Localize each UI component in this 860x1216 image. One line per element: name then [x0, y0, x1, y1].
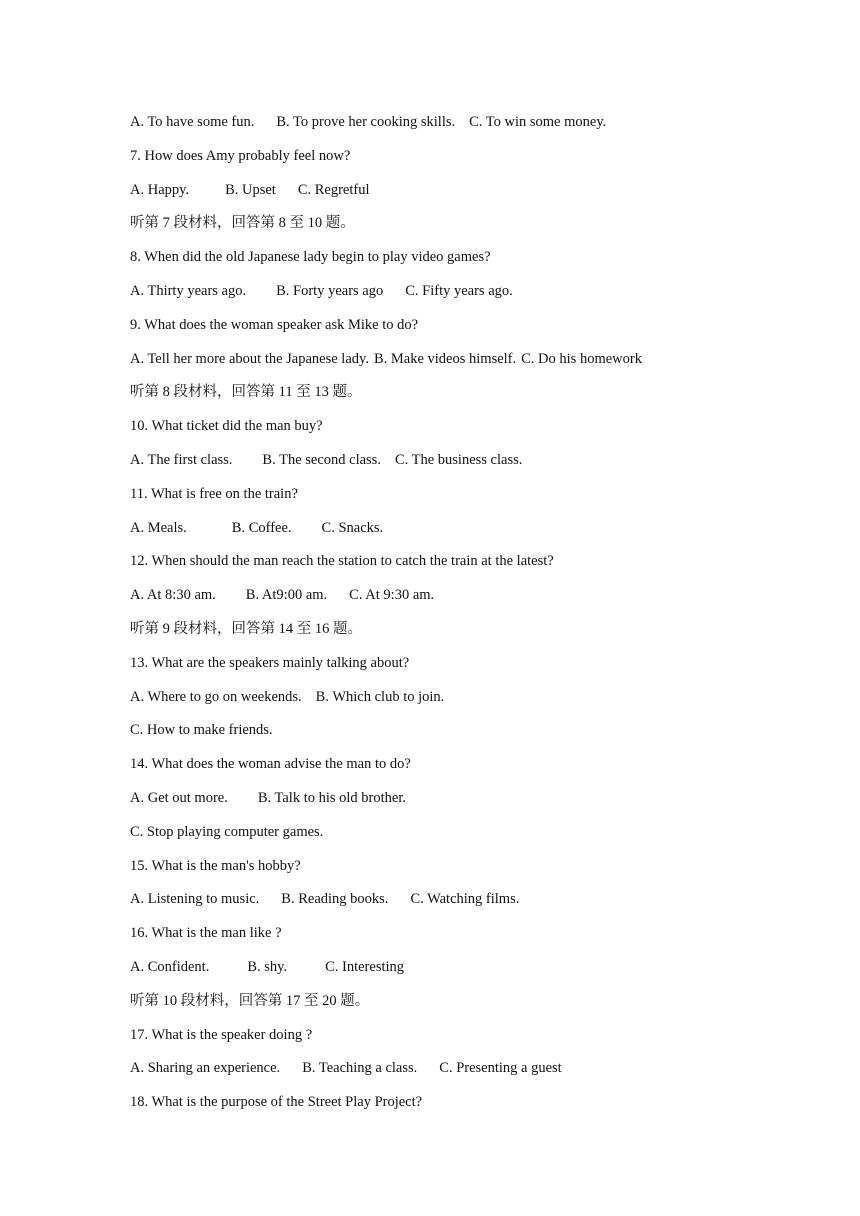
option-a: A. At 8:30 am. — [130, 587, 216, 604]
question-13: 13. What are the speakers mainly talking about? — [130, 654, 410, 671]
option-b: B. Forty years ago — [276, 282, 384, 299]
option-a: A. To have some fun. — [130, 114, 255, 130]
section-instruction: 听第 10 段材料，回答第 17 至 20 题。 — [130, 992, 370, 1009]
option-b: B. Reading books. — [281, 891, 389, 908]
option-b: B. Teaching a class. — [302, 1060, 418, 1077]
options-row — [130, 955, 830, 989]
option-a: A. Sharing an experience. — [130, 1060, 281, 1077]
section-instruction: 听第 8 段材料，回答第 11 至 13 题。 — [130, 384, 362, 401]
option-c: C. At 9:30 am. — [349, 587, 435, 604]
option-a: A. Where to go on weekends. — [130, 688, 302, 705]
option-a: A. Confident. — [130, 958, 210, 975]
option-a: A. Happy. — [130, 181, 190, 198]
option-c: C. Watching films. — [410, 891, 520, 908]
question-15: 15. What is the man's hobby? — [130, 857, 301, 874]
option-c: C. Interesting — [325, 958, 405, 975]
options-row — [130, 685, 830, 719]
option-b: B. The second class. — [262, 451, 381, 468]
option-a: A. Thirty years ago. — [130, 282, 247, 299]
options-row — [130, 279, 830, 313]
question-12: 12. When should the man reach the station to catch the train at the latest? — [130, 553, 554, 570]
option-c: C. Presenting a guest — [439, 1060, 562, 1077]
option-c: C. Regretful — [297, 181, 370, 198]
question-9: 9. What does the woman speaker ask Mike to do? — [130, 316, 419, 333]
options-row — [130, 887, 830, 921]
options-row — [130, 347, 830, 381]
question-11: 11. What is free on the train? — [130, 485, 298, 502]
question-list — [130, 110, 830, 1124]
option-b: B. Upset — [225, 181, 276, 198]
options-row — [130, 786, 830, 820]
option-a: A. Meals. — [130, 519, 187, 536]
option-b: B. Make videos himself. — [373, 350, 517, 367]
options-row — [130, 583, 830, 617]
options-row — [130, 178, 830, 212]
option-a: A. The first class. — [130, 451, 233, 468]
options-row — [130, 448, 830, 482]
options-row — [130, 516, 830, 550]
option-c: C. Fifty years ago. — [405, 282, 513, 299]
option-a: A. Listening to music. — [130, 891, 260, 908]
option-c: C. How to make friends. — [130, 722, 273, 739]
option-b: B. Which club to join. — [315, 688, 445, 705]
question-8: 8. When did the old Japanese lady begin to play video games? — [130, 249, 491, 266]
question-16: 16. What is the man like ? — [130, 925, 282, 942]
option-c: C. To win some money. — [469, 114, 607, 130]
section-instruction: 听第 9 段材料，回答第 14 至 16 题。 — [130, 620, 362, 637]
question-7: 7. How does Amy probably feel now? — [130, 147, 351, 164]
question-10: 10. What ticket did the man buy? — [130, 418, 323, 435]
option-b: B. At9:00 am. — [245, 587, 328, 604]
option-c: C. Stop playing computer games. — [130, 823, 324, 840]
question-14: 14. What does the woman advise the man to do? — [130, 756, 411, 773]
section-instruction: 听第 7 段材料，回答第 8 至 10 题。 — [130, 215, 355, 232]
option-b: B. shy. — [247, 958, 288, 975]
option-c: C. The business class. — [394, 451, 523, 468]
option-c: C. Snacks. — [321, 519, 384, 536]
options-row — [130, 1056, 830, 1090]
option-b: B. Coffee. — [231, 519, 292, 536]
options-row — [130, 110, 830, 144]
option-c: C. Do his homework — [521, 350, 642, 367]
option-b: B. To prove her cooking skills. — [276, 114, 456, 130]
question-17: 17. What is the speaker doing ? — [130, 1026, 313, 1043]
question-18: 18. What is the purpose of the Street Play Project? — [130, 1094, 423, 1111]
option-a: A. Tell her more about the Japanese lady. — [130, 350, 369, 367]
option-a: A. Get out more. — [130, 789, 228, 806]
option-b: B. Talk to his old brother. — [257, 789, 407, 806]
